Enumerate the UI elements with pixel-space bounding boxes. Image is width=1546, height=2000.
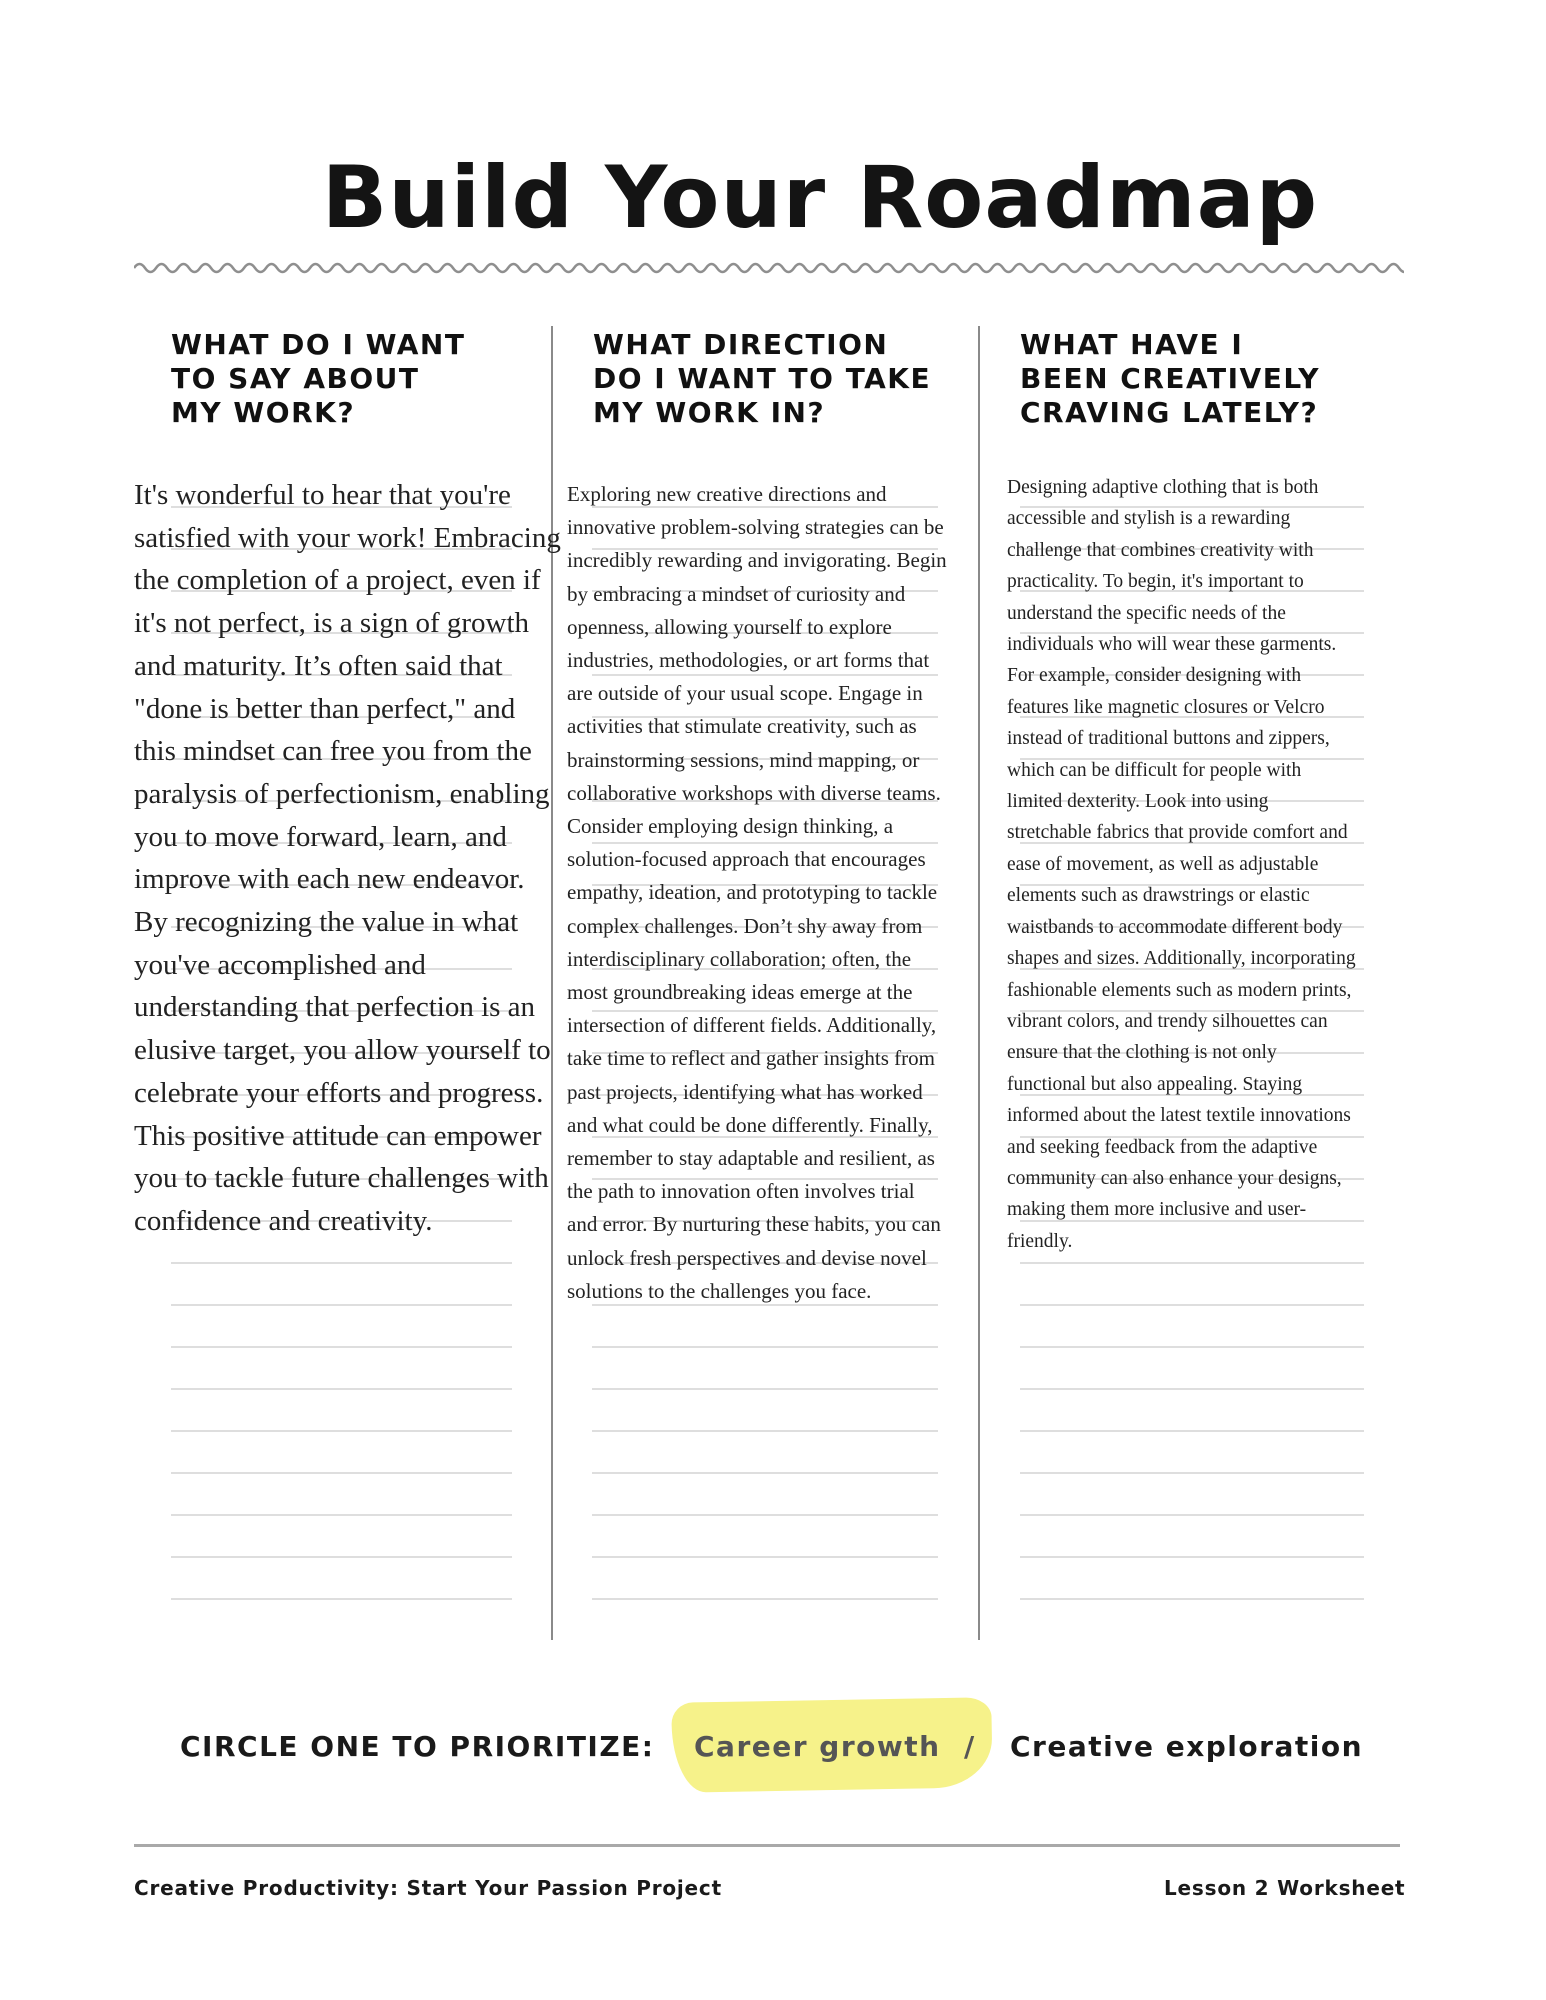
column-2-heading: WHAT DIRECTION DO I WANT TO TAKE MY WORK IN? bbox=[593, 328, 932, 429]
priority-separator: / bbox=[964, 1730, 976, 1763]
column-3-heading: WHAT HAVE I BEEN CREATIVELY CRAVING LATELY? bbox=[1020, 328, 1321, 429]
priority-option-career-growth[interactable]: Career growth bbox=[694, 1730, 941, 1763]
priority-option-creative-exploration[interactable]: Creative exploration bbox=[1010, 1730, 1363, 1763]
footer-lesson-label: Lesson 2 Worksheet bbox=[1164, 1876, 1406, 1900]
priority-row bbox=[180, 1722, 1480, 1782]
column-1-heading: WHAT DO I WANT TO SAY ABOUT MY WORK? bbox=[171, 328, 466, 429]
column-3-answer[interactable]: Designing adaptive clothing that is both accessible and stylish is a rewarding challenge that combines creativity with practicality. To begin, it's important to understand the specific needs of the individuals who will wear these garments. For example, consider designing with features like magnetic closures or Velcro instead of traditional buttons and zippers, which can be difficult for people with limited dexterity. Look into using stretchable fabrics that provide comfort and ease of movement, as well as adjustable elements such as drawstrings or elastic waistbands to accommodate different body shapes and sizes. Additionally, incorporating fashionable elements such as modern prints, vibrant colors, and trendy silhouettes can ensure that the clothing is not only functional but also appealing. Staying informed about the latest textile innovations and seeking feedback from the adaptive community can also enhance your designs, making them more inclusive and user-friendly. bbox=[1007, 477, 1356, 1252]
column-1-answer[interactable]: It's wonderful to hear that you're satisfied with your work! Embracing the completion of a project, even if it's not perfect, is a sign of growth and maturity. It’s often said that "done is better than perfect," and this mindset can free you from the paralysis of perfectionism, enabling you to move forward, learn, and improve with each new endeavor. By recognizing the value in what you've accomplished and understanding that perfection is an elusive target, you allow yourself to celebrate your efforts and progress. This positive attitude can empower you to tackle future challenges with confidence and creativity. bbox=[134, 479, 561, 1237]
page-title: Build Your Roadmap bbox=[321, 148, 1319, 248]
priority-label: CIRCLE ONE TO PRIORITIZE: bbox=[180, 1730, 655, 1763]
footer-course-title: Creative Productivity: Start Your Passion Project bbox=[134, 1876, 722, 1900]
column-2-answer[interactable]: Exploring new creative directions and innovative problem-solving strategies can be incredibly rewarding and invigorating. Begin by embracing a mindset of curiosity and openness, allowing yourself to explore industries, methodologies, or art forms that are outside of your usual scope. Engage in activities that stimulate creativity, such as brainstorming sessions, mind mapping, or collaborative workshops with diverse teams. Consider employing design thinking, a solution-focused approach that encourages empathy, ideation, and prototyping to tackle complex challenges. Don’t shy away from interdisciplinary collaboration; often, the most groundbreaking ideas emerge at the intersection of different fields. Additionally, take time to reflect and gather insights from past projects, identifying what has worked and what could be done differently. Finally, remember to stay adaptable and resilient, as the path to innovation often involves trial and error. By nurturing these habits, you can unlock fresh perspectives and devise novel solutions to the challenges you face. bbox=[567, 482, 947, 1303]
footer-divider bbox=[134, 1844, 1400, 1847]
